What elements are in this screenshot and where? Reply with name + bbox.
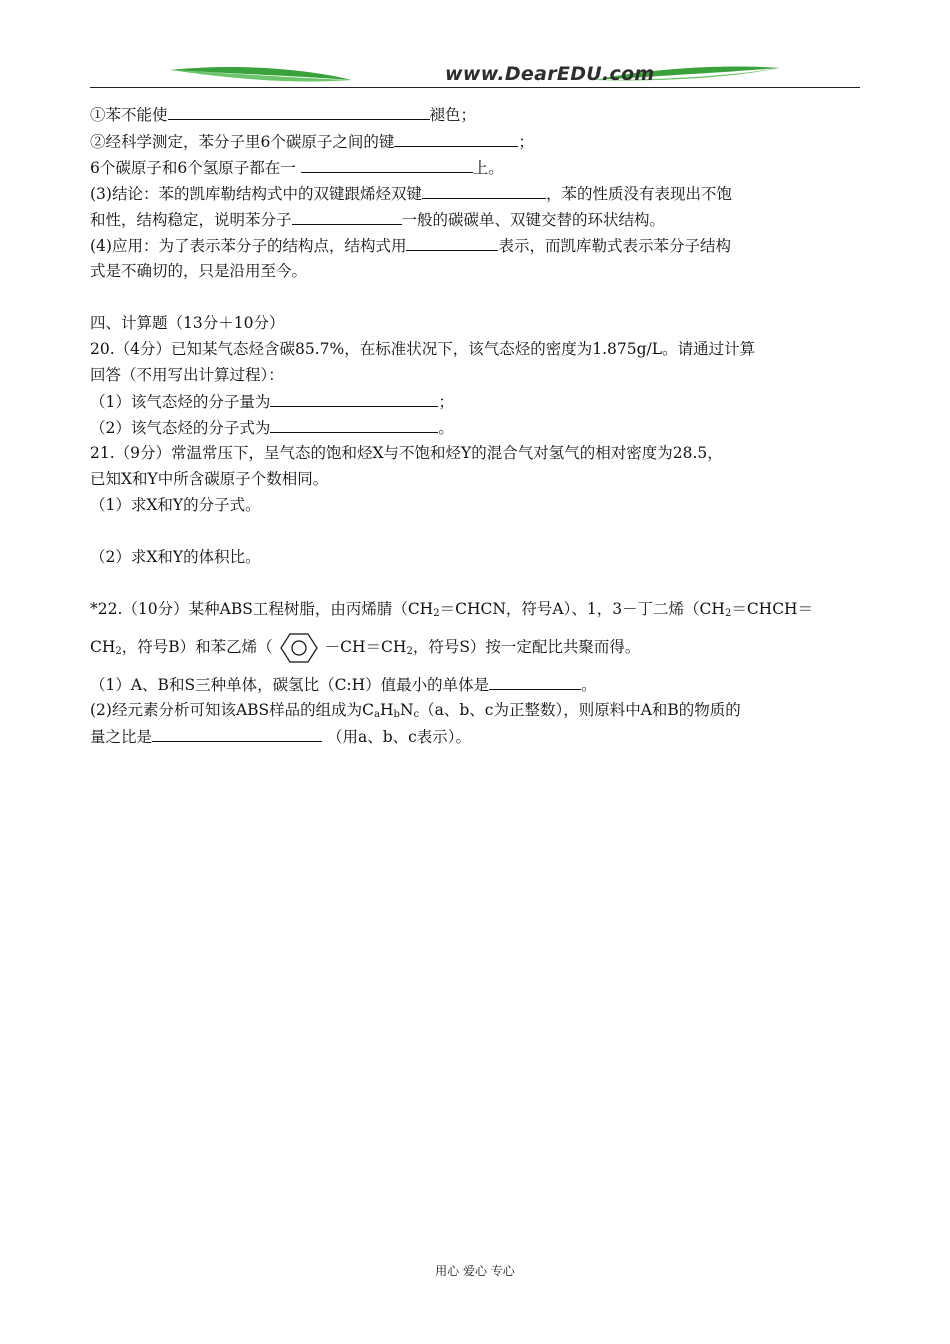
text: （用a、b、c表示）。 xyxy=(326,728,472,746)
answer-blank[interactable] xyxy=(270,391,438,407)
text: 量之比是 xyxy=(90,728,153,746)
q20-line-2: 回答（不用写出计算过程）： xyxy=(90,366,284,384)
subscript: c xyxy=(413,709,420,720)
text: (2)经元素分析可知该ABS样品的组成为C xyxy=(90,701,375,719)
q22-part-2 xyxy=(90,700,741,725)
site-logo-text[interactable]: www.DearEDU.com xyxy=(445,63,655,85)
q20-part-2 xyxy=(90,417,454,438)
answer-blank[interactable] xyxy=(168,104,430,120)
text: ，符号B）和苯乙烯（ xyxy=(121,638,273,656)
q22-line-1 xyxy=(90,599,813,624)
header-rule xyxy=(90,87,860,88)
q21-part-1: （1）求X和Y的分子式。 xyxy=(90,496,261,514)
line-4 xyxy=(90,183,732,204)
header-banner xyxy=(90,60,860,90)
q20-line-1: 20.（4分）已知某气态烃含碳85.7%，在标准状况下，该气态烃的密度为1.875g/L。请通过计算 xyxy=(90,340,756,358)
text: CH xyxy=(90,638,116,656)
text: ； xyxy=(518,133,534,151)
line-3 xyxy=(90,157,504,178)
text: ； xyxy=(438,393,454,411)
line-6 xyxy=(90,235,731,256)
text: 。 xyxy=(581,676,597,694)
subscript: 2 xyxy=(115,646,122,657)
answer-blank[interactable] xyxy=(406,235,498,251)
text: 上。 xyxy=(472,159,504,177)
text: ＝CHCH＝ xyxy=(731,600,814,618)
answer-blank[interactable] xyxy=(270,417,438,433)
text: ①苯不能使 xyxy=(90,106,168,124)
text: －CH＝CH xyxy=(324,638,407,656)
line-1 xyxy=(90,104,476,125)
q21-part-2: （2）求X和Y的体积比。 xyxy=(90,548,261,566)
text: 6个碳原子和6个氢原子都在一 xyxy=(90,159,296,177)
q22-line-2 xyxy=(90,630,640,669)
q22-part-2-cont xyxy=(90,726,471,747)
text: ，符号S）按一定配比共聚而得。 xyxy=(412,638,641,656)
text: (3)结论：苯的凯库勒结构式中的双键跟烯烃双键 xyxy=(90,185,422,203)
answer-blank[interactable] xyxy=(489,674,581,690)
q20-part-1 xyxy=(90,391,454,412)
text: 和性，结构稳定，说明苯分子 xyxy=(90,211,292,229)
benzene-ring-icon xyxy=(279,631,319,665)
answer-blank[interactable] xyxy=(152,726,322,742)
q21-line-2: 已知X和Y中所含碳原子个数相同。 xyxy=(90,470,329,488)
text: ＝CHCN，符号A）、1，3－丁二烯（CH xyxy=(439,600,725,618)
text: ②经科学测定，苯分子里6个碳原子之间的键 xyxy=(90,133,395,151)
q22-part-1 xyxy=(90,674,597,695)
page-footer: 用心 爱心 专心 xyxy=(435,1264,515,1278)
text: 。 xyxy=(438,419,454,437)
answer-blank[interactable] xyxy=(301,157,473,173)
q21-line-1: 21.（9分）常温常压下，呈气态的饱和烃X与不饱和烃Y的混合气对氢气的相对密度为28.5， xyxy=(90,444,723,462)
text: 一般的碳碳单、双键交替的环状结构。 xyxy=(401,211,666,229)
line-5 xyxy=(90,209,665,230)
text: ，苯的性质没有表现出不饱 xyxy=(545,185,732,203)
text: 褪色； xyxy=(429,106,477,124)
answer-blank[interactable] xyxy=(292,209,402,225)
section-heading: 四、计算题（13分＋10分） xyxy=(90,314,285,332)
text: (4)应用：为了表示苯分子的结构点，结构式用 xyxy=(90,237,407,255)
subscript: 2 xyxy=(724,608,732,619)
line-2 xyxy=(90,131,534,152)
text: （2）该气态烃的分子式为 xyxy=(90,419,271,437)
text: *22.（10分）某种ABS工程树脂，由丙烯腈（CH xyxy=(90,600,434,618)
text: 表示，而凯库勒式表示苯分子结构 xyxy=(498,237,731,255)
text: H xyxy=(380,701,394,719)
text: （1）A、B和S三种单体，碳氢比（C:H）值最小的单体是 xyxy=(90,676,490,694)
subscript: b xyxy=(393,709,400,720)
subscript: 2 xyxy=(406,646,413,657)
answer-blank[interactable] xyxy=(394,131,518,147)
text: N xyxy=(399,701,414,719)
subscript: 2 xyxy=(433,608,440,619)
line-7: 式是不确切的，只是沿用至今。 xyxy=(90,262,308,280)
text: （a、b、c为正整数），则原料中A和B的物质的 xyxy=(419,701,741,719)
answer-blank[interactable] xyxy=(422,183,546,199)
subscript: a xyxy=(374,709,380,720)
text: （1）该气态烃的分子量为 xyxy=(90,393,271,411)
